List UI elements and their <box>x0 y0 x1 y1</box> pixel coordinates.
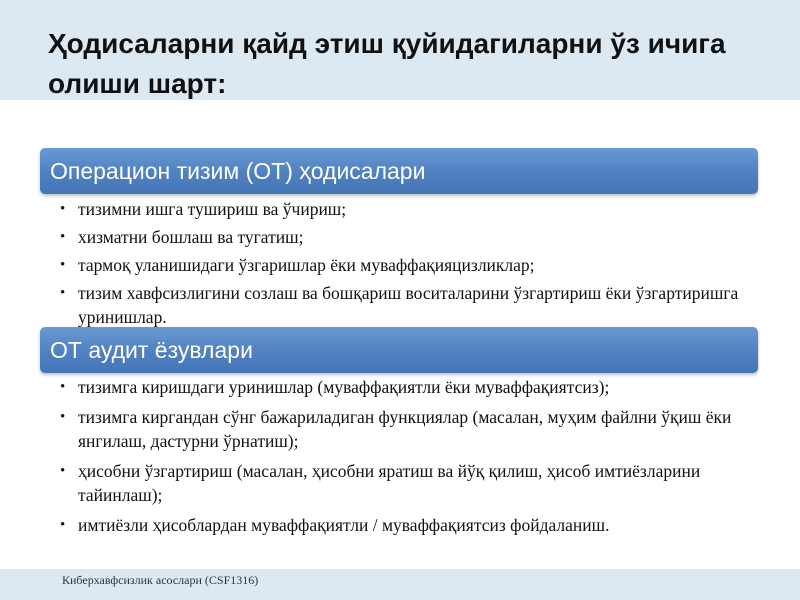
bullet-icon: • <box>60 409 66 425</box>
list-item-text: тизимни ишга тушириш ва ўчириш; <box>78 199 347 219</box>
list-item-text: ҳисобни ўзгартириш (масалан, ҳисобни яратиш ва йўқ қилиш, ҳисоб имтиёзларини тайинлаш); <box>78 461 701 505</box>
bullet-icon: • <box>60 201 66 217</box>
bullet-icon: • <box>60 517 66 533</box>
list-item-text: тармоқ уланишидаги ўзгаришлар ёки муваффақияцизликлар; <box>78 255 535 275</box>
bullet-icon: • <box>60 229 66 245</box>
list-item <box>58 459 748 507</box>
list-item <box>58 225 748 249</box>
slide-title: Ҳодисаларни қайд этиш қуйидагиларни ўз ичига олиши шарт: <box>48 28 726 99</box>
section-header-audit-logs: ОТ аудит ёзувлари <box>40 327 758 373</box>
list-item <box>58 253 748 277</box>
list-item-text: тизимга киришдаги уринишлар (муваффақиятли ёки муваффақиятсиз); <box>78 377 610 397</box>
section-header-os-events: Операцион тизим (ОТ) ҳодисалари <box>40 148 758 194</box>
footer-text: Киберхавфсизлик асослари (CSF1316) <box>62 573 259 587</box>
list-item <box>58 405 748 453</box>
bullet-icon: • <box>60 463 66 479</box>
list-item <box>58 197 748 221</box>
bullet-icon: • <box>60 285 66 301</box>
list-item <box>58 513 748 537</box>
list-item <box>58 281 748 329</box>
list-item-text: хизматни бошлаш ва тугатиш; <box>78 227 304 247</box>
bullet-icon: • <box>60 257 66 273</box>
list-item <box>58 375 748 399</box>
bullet-icon: • <box>60 379 66 395</box>
audit-logs-list <box>58 375 748 543</box>
list-item-text: тизимга киргандан сўнг бажариладиган функциялар (масалан, муҳим файлни ўқиш ёки янгилаш, дастурни ўрнатиш); <box>78 407 732 451</box>
list-item-text: имтиёзли ҳисоблардан муваффақиятли / муваффақиятсиз фойдаланиш. <box>78 515 610 535</box>
os-events-list <box>58 197 748 333</box>
list-item-text: тизим хавфсизлигини созлаш ва бошқариш воситаларини ўзгартириш ёки ўзгартиришга уринишлар. <box>78 283 739 327</box>
